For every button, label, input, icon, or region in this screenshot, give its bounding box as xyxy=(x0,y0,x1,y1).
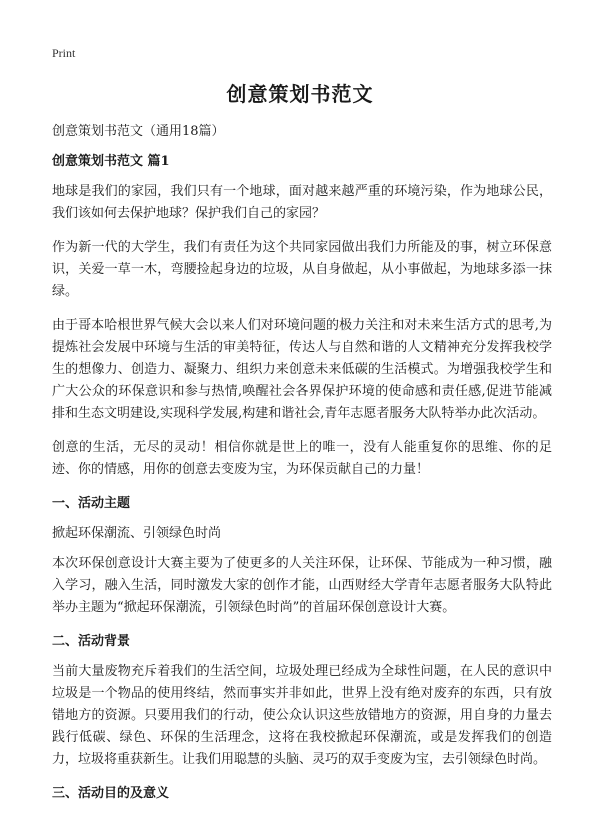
page-title: 创意策划书范文 xyxy=(226,82,374,106)
document-body xyxy=(52,121,552,813)
section-heading-background: 二、活动背景 xyxy=(52,634,131,649)
intro-paragraph: 创意的生活，无尽的灵动！相信你就是世上的唯一，没有人能重复你的思维、你的足迹、你的情感，用你的创意去变废为宝，为环保贡献自己的力量！ xyxy=(52,440,552,477)
section-paragraph: 本次环保创意设计大赛主要为了使更多的人关注环保，让环保、节能成为一种习惯，融入学习，融入生活，同时激发大家的创作才能，山西财经大学青年志愿者服务大队特此举办主题为“掀起环保潮流，引领绿色时尚”的首届环保创意设计大赛。 xyxy=(52,556,552,615)
chapter-heading: 创意策划书范文 篇1 xyxy=(52,154,170,169)
section-heading-theme: 一、活动主题 xyxy=(52,496,131,511)
intro-paragraph: 作为新一代的大学生，我们有责任为这个共同家园做出我们力所能及的事，树立环保意识，关爱一草一木，弯腰捡起身边的垃圾，从自身做起，从小事做起，为地球多添一抹绿。 xyxy=(52,240,552,299)
print-label: Print xyxy=(52,46,76,60)
section-paragraph: 掀起环保潮流、引领绿色时尚 xyxy=(52,526,222,541)
section-heading-purpose: 三、活动目的及意义 xyxy=(52,786,170,801)
section-paragraph: 当前大量废物充斥着我们的生活空间，垃圾处理已经成为全球性问题，在人民的意识中垃圾是一个物品的使用终结，然而事实并非如此，世界上没有绝对废弃的东西，只有放错地方的资源。只要用我们的行动，使公众认识这些放错地方的资源，用自身的力量去践行低碳、绿色、环保的生活理念，这将在我校掀起环保潮流，或是发挥我们的创造力，垃圾将重获新生。让我们用聪慧的头脑、灵巧的双手变废为宝，去引领绿色时尚。 xyxy=(52,664,552,767)
intro-paragraph: 由于哥本哈根世界气候大会以来人们对环境问题的极力关注和对未来生活方式的思考,为提炼社会发展中环境与生活的审美特征，传达人与自然和谐的人文精神充分发挥我校学生的想像力、创造力、凝聚力、组织力来创意未来低碳的生活模式。为增强我校学生和广大公众的环保意识和参与热情,唤醒社会各界保护环境的使命感和责任感,促进节能减排和生态文明建设,实现科学发展,构建和谐社会,青年志愿者服务大队特举办此次活动。 xyxy=(52,318,552,421)
intro-paragraph: 地球是我们的家园，我们只有一个地球，面对越来越严重的环境污染，作为地球公民，我们该如何去保护地球？保护我们自己的家园？ xyxy=(52,184,552,221)
document-subtitle: 创意策划书范文（通用18篇） xyxy=(52,124,225,139)
